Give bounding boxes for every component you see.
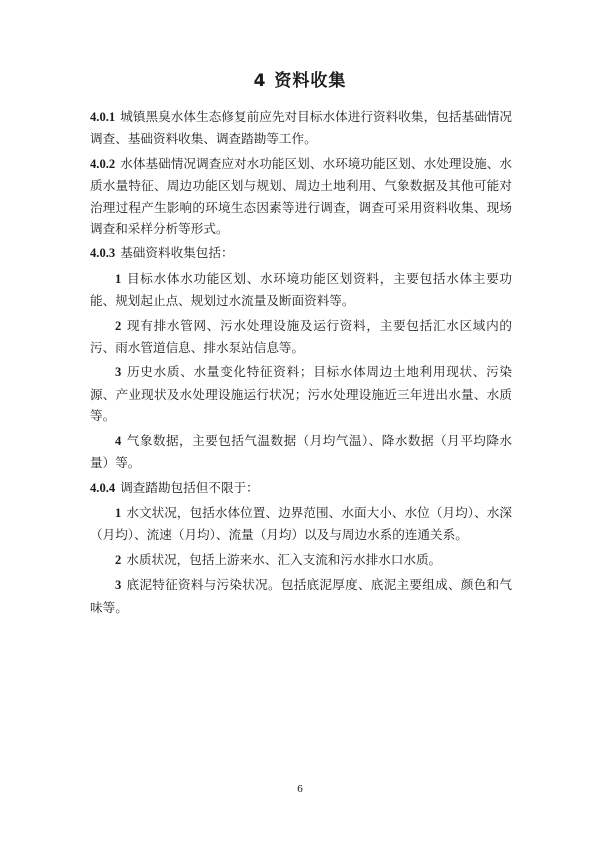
list-item: [90, 430, 512, 474]
clause-text: 水体基础情况调查应对水功能区划、水环境功能区划、水处理设施、水质水量特征、周边功能区划与规划、周边土地利用、气象数据及其他可能对治理过程产生影响的环境生态因素等进行调查，调查可采用资料收集、现场调查和采样分析等形式。: [90, 155, 512, 237]
clause-number: 4.0.3: [90, 246, 116, 261]
document-body: [90, 106, 512, 621]
item-number: 2: [115, 552, 122, 567]
chapter-number: 4: [253, 71, 267, 91]
clause-4-0-2: [90, 153, 512, 240]
list-item: [90, 549, 512, 571]
clause-4-0-4: [90, 477, 512, 499]
list-item: [90, 315, 512, 359]
clause-text: 调查踏勘包括但不限于：: [120, 479, 259, 495]
item-number: 3: [115, 365, 122, 380]
clause-number: 4.0.1: [90, 110, 116, 124]
clause-number: 4.0.4: [90, 480, 116, 495]
item-text: 历史水质、水量变化特征资料；目标水体周边土地利用现状、污染源、产业现状及水处理设施运行状况；污水处理设施近三年进出水量、水质等。: [90, 364, 512, 424]
item-text: 底泥特征资料与污染状况。包括底泥厚度、底泥主要组成、颜色和气味等。: [90, 577, 512, 615]
page-number: 6: [297, 783, 303, 795]
list-item: [90, 361, 512, 426]
chapter-title: [0, 66, 600, 91]
clause-text: 基础资料收集包括：: [120, 245, 234, 261]
item-text: 气象数据，主要包括气温数据（月均气温）、降水数据（月平均降水量）等。: [90, 432, 512, 471]
list-item: [90, 502, 512, 546]
item-number: 1: [115, 505, 122, 520]
item-number: 3: [115, 578, 122, 593]
item-number: 1: [115, 271, 122, 286]
item-number: 4: [115, 433, 122, 448]
list-item: [90, 268, 512, 312]
item-text: 目标水体水功能区划、水环境功能区划资料，主要包括水体主要功能、规划起止点、规划过水流量及断面资料等。: [90, 270, 512, 309]
item-text: 现有排水管网、污水处理设施及运行资料，主要包括汇水区域内的污、雨水管道信息、排水泵站信息等。: [90, 317, 512, 356]
clause-4-0-1: [90, 106, 512, 150]
clause-4-0-3: [90, 242, 512, 264]
chapter-title-text: 资料收集: [274, 71, 347, 91]
item-text: 水文状况，包括水体位置、边界范围、水面大小、水位（月均）、水深（月均）、流速（月均）、流量（月均）以及与周边水系的连通关系。: [90, 504, 512, 543]
item-text: 水质状况，包括上游来水、汇入支流和污水排水口水质。: [126, 551, 442, 567]
item-number: 2: [115, 318, 122, 333]
clause-number: 4.0.2: [90, 156, 116, 171]
clause-text: 城镇黑臭水体生态修复前应先对目标水体进行资料收集，包括基础情况调查、基础资料收集、调查踏勘等工作。: [90, 109, 512, 147]
list-item: [90, 574, 512, 618]
